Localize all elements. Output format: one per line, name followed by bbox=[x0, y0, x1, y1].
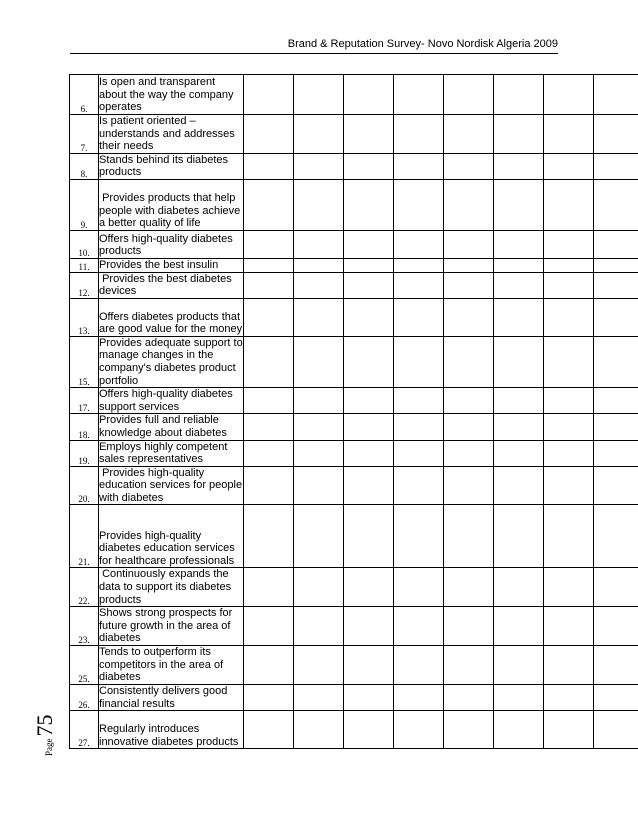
rating-cell[interactable] bbox=[244, 466, 294, 505]
item-number: 8. bbox=[70, 153, 99, 179]
rating-cell[interactable] bbox=[444, 711, 494, 749]
rating-cell[interactable] bbox=[544, 568, 594, 607]
rating-cell[interactable] bbox=[394, 258, 444, 272]
rating-cell[interactable] bbox=[244, 388, 294, 414]
rating-cell[interactable] bbox=[344, 646, 394, 685]
rating-cell[interactable] bbox=[594, 568, 638, 607]
rating-cell[interactable] bbox=[294, 414, 344, 440]
rating-cell[interactable] bbox=[494, 646, 544, 685]
survey-row bbox=[70, 230, 638, 258]
item-statement: Offers high-quality diabetes products bbox=[99, 230, 244, 258]
item-statement: Provides the best diabetes devices bbox=[99, 272, 244, 298]
rating-cell[interactable] bbox=[544, 414, 594, 440]
rating-cell[interactable] bbox=[494, 115, 544, 154]
rating-cell[interactable] bbox=[444, 685, 494, 711]
rating-cell[interactable] bbox=[444, 298, 494, 336]
rating-cell[interactable] bbox=[544, 466, 594, 505]
rating-cell[interactable] bbox=[444, 568, 494, 607]
rating-cell[interactable] bbox=[294, 272, 344, 298]
rating-cell[interactable] bbox=[494, 258, 544, 272]
rating-cell[interactable] bbox=[594, 298, 638, 336]
rating-cell[interactable] bbox=[494, 466, 544, 505]
rating-cell[interactable] bbox=[544, 646, 594, 685]
item-number: 20. bbox=[70, 466, 99, 505]
item-statement: Provides high-quality diabetes education services for healthcare professionals bbox=[99, 505, 244, 568]
rating-cell[interactable] bbox=[544, 298, 594, 336]
survey-row bbox=[70, 272, 638, 298]
item-number: 12. bbox=[70, 272, 99, 298]
rating-cell[interactable] bbox=[394, 336, 444, 387]
rating-cell[interactable] bbox=[444, 414, 494, 440]
rating-cell[interactable] bbox=[494, 607, 544, 646]
rating-cell[interactable] bbox=[294, 607, 344, 646]
rating-cell[interactable] bbox=[344, 466, 394, 505]
item-statement: Tends to outperform its competitors in the area of diabetes bbox=[99, 646, 244, 685]
survey-row bbox=[70, 646, 638, 685]
rating-cell[interactable] bbox=[444, 179, 494, 230]
rating-cell[interactable] bbox=[344, 685, 394, 711]
rating-cell[interactable] bbox=[544, 115, 594, 154]
item-statement: Shows strong prospects for future growth in the area of diabetes bbox=[99, 607, 244, 646]
rating-cell[interactable] bbox=[444, 466, 494, 505]
rating-cell[interactable] bbox=[494, 711, 544, 749]
rating-cell[interactable] bbox=[244, 298, 294, 336]
rating-cell[interactable] bbox=[394, 272, 444, 298]
rating-cell[interactable] bbox=[594, 179, 638, 230]
rating-cell[interactable] bbox=[394, 388, 444, 414]
rating-cell[interactable] bbox=[444, 505, 494, 568]
rating-cell[interactable] bbox=[444, 440, 494, 466]
item-number: 19. bbox=[70, 440, 99, 466]
survey-row bbox=[70, 388, 638, 414]
rating-cell[interactable] bbox=[294, 388, 344, 414]
item-number: 6. bbox=[70, 75, 99, 115]
rating-cell[interactable] bbox=[544, 336, 594, 387]
rating-cell[interactable] bbox=[394, 440, 444, 466]
item-statement: Provides full and reliable knowledge about diabetes bbox=[99, 414, 244, 440]
rating-cell[interactable] bbox=[294, 230, 344, 258]
rating-cell[interactable] bbox=[244, 414, 294, 440]
rating-cell[interactable] bbox=[494, 685, 544, 711]
survey-row bbox=[70, 505, 638, 568]
rating-cell[interactable] bbox=[344, 336, 394, 387]
item-statement: Continuously expands the data to support its diabetes products bbox=[99, 568, 244, 607]
item-number: 23. bbox=[70, 607, 99, 646]
rating-cell[interactable] bbox=[294, 466, 344, 505]
survey-row bbox=[70, 466, 638, 505]
rating-cell[interactable] bbox=[594, 115, 638, 154]
survey-row bbox=[70, 298, 638, 336]
rating-cell[interactable] bbox=[394, 711, 444, 749]
rating-cell[interactable] bbox=[494, 440, 544, 466]
rating-cell[interactable] bbox=[594, 272, 638, 298]
rating-cell[interactable] bbox=[244, 272, 294, 298]
rating-cell[interactable] bbox=[244, 568, 294, 607]
page-header: Brand & Reputation Survey- Novo Nordisk Algeria 2009 bbox=[70, 38, 558, 54]
rating-cell[interactable] bbox=[344, 440, 394, 466]
rating-cell[interactable] bbox=[294, 336, 344, 387]
rating-cell[interactable] bbox=[244, 179, 294, 230]
rating-cell[interactable] bbox=[244, 230, 294, 258]
rating-cell[interactable] bbox=[594, 388, 638, 414]
rating-cell[interactable] bbox=[594, 685, 638, 711]
rating-cell[interactable] bbox=[444, 646, 494, 685]
survey-row bbox=[70, 179, 638, 230]
rating-cell[interactable] bbox=[594, 440, 638, 466]
rating-cell[interactable] bbox=[544, 607, 594, 646]
rating-cell[interactable] bbox=[544, 153, 594, 179]
rating-cell[interactable] bbox=[294, 711, 344, 749]
rating-cell[interactable] bbox=[344, 258, 394, 272]
item-number: 17. bbox=[70, 388, 99, 414]
survey-row bbox=[70, 568, 638, 607]
item-number: 7. bbox=[70, 115, 99, 154]
item-statement: Offers diabetes products that are good value for the money bbox=[99, 298, 244, 336]
rating-cell[interactable] bbox=[594, 711, 638, 749]
item-statement: Provides the best insulin bbox=[99, 258, 244, 272]
rating-cell[interactable] bbox=[494, 505, 544, 568]
survey-row bbox=[70, 711, 638, 749]
rating-cell[interactable] bbox=[394, 505, 444, 568]
rating-cell[interactable] bbox=[494, 336, 544, 387]
rating-cell[interactable] bbox=[444, 272, 494, 298]
rating-cell[interactable] bbox=[344, 568, 394, 607]
rating-cell[interactable] bbox=[394, 115, 444, 154]
rating-cell[interactable] bbox=[494, 388, 544, 414]
survey-row bbox=[70, 75, 638, 115]
item-statement: Provides high-quality education services for people with diabetes bbox=[99, 466, 246, 504]
item-number: 22. bbox=[70, 568, 99, 607]
rating-cell[interactable] bbox=[294, 75, 344, 115]
rating-cell[interactable] bbox=[594, 336, 638, 387]
rating-cell[interactable] bbox=[594, 505, 638, 568]
survey-row bbox=[70, 685, 638, 711]
survey-row bbox=[70, 440, 638, 466]
rating-cell[interactable] bbox=[344, 414, 394, 440]
rating-cell[interactable] bbox=[594, 414, 638, 440]
survey-row bbox=[70, 414, 638, 440]
rating-cell[interactable] bbox=[294, 179, 344, 230]
rating-cell[interactable] bbox=[244, 607, 294, 646]
survey-row bbox=[70, 258, 638, 272]
rating-cell[interactable] bbox=[244, 153, 294, 179]
rating-cell[interactable] bbox=[494, 568, 544, 607]
rating-cell[interactable] bbox=[494, 272, 544, 298]
rating-cell[interactable] bbox=[544, 685, 594, 711]
item-number: 15. bbox=[70, 336, 99, 387]
rating-cell[interactable] bbox=[344, 711, 394, 749]
rating-cell[interactable] bbox=[394, 75, 444, 115]
item-number: 25. bbox=[70, 646, 99, 685]
rating-cell[interactable] bbox=[444, 230, 494, 258]
rating-cell[interactable] bbox=[544, 75, 594, 115]
rating-cell[interactable] bbox=[594, 153, 638, 179]
rating-cell[interactable] bbox=[594, 607, 638, 646]
rating-cell[interactable] bbox=[294, 153, 344, 179]
rating-cell[interactable] bbox=[494, 75, 544, 115]
rating-cell[interactable] bbox=[394, 298, 444, 336]
item-statement: Offers high-quality diabetes support services bbox=[99, 388, 244, 414]
item-statement: Employs highly competent sales representatives bbox=[99, 440, 244, 466]
rating-cell[interactable] bbox=[244, 440, 294, 466]
rating-cell[interactable] bbox=[344, 75, 394, 115]
rating-cell[interactable] bbox=[444, 115, 494, 154]
rating-cell[interactable] bbox=[444, 388, 494, 414]
item-number: 10. bbox=[70, 230, 99, 258]
rating-cell[interactable] bbox=[444, 258, 494, 272]
page-number-label bbox=[28, 700, 58, 760]
rating-cell[interactable] bbox=[544, 711, 594, 749]
survey-row bbox=[70, 607, 638, 646]
rating-cell[interactable] bbox=[594, 258, 638, 272]
rating-cell[interactable] bbox=[344, 272, 394, 298]
item-number: 21. bbox=[70, 505, 99, 568]
rating-cell[interactable] bbox=[294, 646, 344, 685]
rating-cell[interactable] bbox=[394, 685, 444, 711]
rating-cell[interactable] bbox=[544, 258, 594, 272]
rating-cell[interactable] bbox=[444, 153, 494, 179]
item-number: 18. bbox=[70, 414, 99, 440]
rating-cell[interactable] bbox=[344, 388, 394, 414]
rating-cell[interactable] bbox=[294, 298, 344, 336]
rating-cell[interactable] bbox=[594, 646, 638, 685]
rating-cell[interactable] bbox=[294, 685, 344, 711]
rating-cell[interactable] bbox=[244, 505, 294, 568]
rating-cell[interactable] bbox=[244, 75, 294, 115]
rating-cell[interactable] bbox=[244, 336, 294, 387]
rating-cell[interactable] bbox=[294, 440, 344, 466]
rating-cell[interactable] bbox=[344, 230, 394, 258]
item-number: 13. bbox=[70, 298, 99, 336]
rating-cell[interactable] bbox=[294, 568, 344, 607]
item-statement: Regularly introduces innovative diabetes products bbox=[99, 711, 244, 749]
rating-cell[interactable] bbox=[294, 258, 344, 272]
rating-cell[interactable] bbox=[544, 440, 594, 466]
rating-cell[interactable] bbox=[244, 711, 294, 749]
rating-cell[interactable] bbox=[344, 179, 394, 230]
survey-row bbox=[70, 336, 638, 387]
item-statement: Is patient oriented – understands and addresses their needs bbox=[99, 115, 244, 154]
rating-cell[interactable] bbox=[594, 466, 638, 505]
rating-cell[interactable] bbox=[294, 505, 344, 568]
rating-cell[interactable] bbox=[244, 646, 294, 685]
item-number: 26. bbox=[70, 685, 99, 711]
rating-cell[interactable] bbox=[394, 568, 444, 607]
rating-cell[interactable] bbox=[394, 466, 444, 505]
item-statement: Provides products that help people with diabetes achieve a better quality of life bbox=[99, 179, 244, 230]
rating-cell[interactable] bbox=[394, 607, 444, 646]
survey-table bbox=[69, 74, 638, 749]
rating-cell[interactable] bbox=[394, 230, 444, 258]
rating-cell[interactable] bbox=[344, 115, 394, 154]
rating-cell[interactable] bbox=[394, 646, 444, 685]
rating-cell[interactable] bbox=[394, 414, 444, 440]
item-number: 11. bbox=[70, 258, 99, 272]
item-statement: Consistently delivers good financial results bbox=[99, 685, 244, 711]
rating-cell[interactable] bbox=[494, 153, 544, 179]
survey-row bbox=[70, 153, 638, 179]
rating-cell[interactable] bbox=[544, 505, 594, 568]
rating-cell[interactable] bbox=[494, 298, 544, 336]
page-word: Page bbox=[44, 738, 54, 756]
page-number: 75 bbox=[32, 714, 57, 737]
rating-cell[interactable] bbox=[444, 336, 494, 387]
rating-cell[interactable] bbox=[344, 505, 394, 568]
rating-cell[interactable] bbox=[544, 388, 594, 414]
rating-cell[interactable] bbox=[494, 230, 544, 258]
rating-cell[interactable] bbox=[444, 607, 494, 646]
rating-cell[interactable] bbox=[544, 179, 594, 230]
rating-cell[interactable] bbox=[344, 607, 394, 646]
rating-cell[interactable] bbox=[244, 258, 294, 272]
item-number: 9. bbox=[70, 179, 99, 230]
item-statement: Is open and transparent about the way the company operates bbox=[99, 75, 244, 115]
rating-cell[interactable] bbox=[444, 75, 494, 115]
rating-cell[interactable] bbox=[344, 153, 394, 179]
rating-cell[interactable] bbox=[294, 115, 344, 154]
rating-cell[interactable] bbox=[494, 414, 544, 440]
rating-cell[interactable] bbox=[244, 685, 294, 711]
rating-cell[interactable] bbox=[244, 115, 294, 154]
item-number: 27. bbox=[70, 711, 99, 749]
rating-cell[interactable] bbox=[344, 298, 394, 336]
rating-cell[interactable] bbox=[394, 153, 444, 179]
rating-cell[interactable] bbox=[594, 75, 638, 115]
rating-cell[interactable] bbox=[544, 272, 594, 298]
rating-cell[interactable] bbox=[544, 230, 594, 258]
rating-cell[interactable] bbox=[594, 230, 638, 258]
rating-cell[interactable] bbox=[494, 179, 544, 230]
rating-cell[interactable] bbox=[394, 179, 444, 230]
item-statement: Stands behind its diabetes products bbox=[99, 153, 244, 179]
survey-row bbox=[70, 115, 638, 154]
item-statement: Provides adequate support to manage changes in the company's diabetes product portfolio bbox=[99, 336, 246, 387]
